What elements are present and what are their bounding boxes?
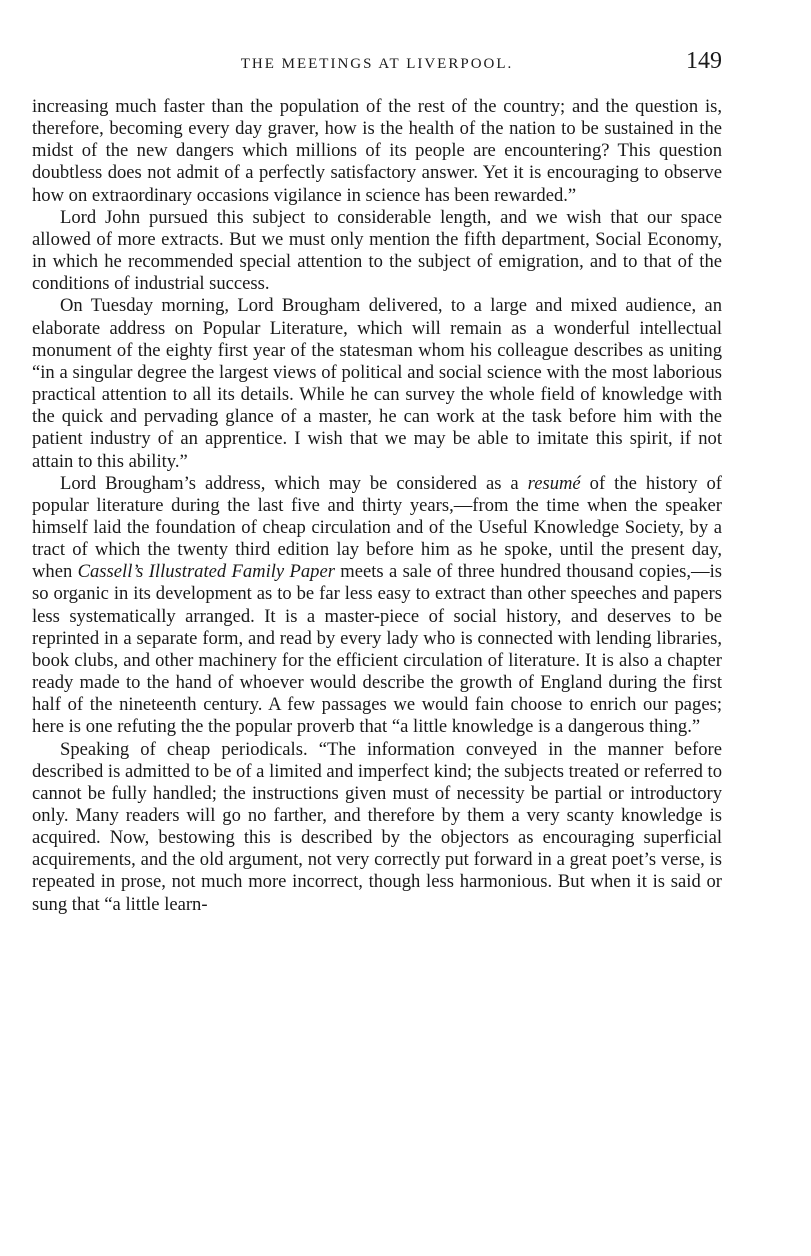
paragraph-5: Speaking of cheap periodicals. “The information conveyed in the manner before described is admitted to be of a limited and imperfect kind; the subjects treated or referred to cannot be fully handled; the instructions given must of necessity be partial or introductory only. Many readers will go no farther, and therefore by them a very scanty knowledge is acquired. Now, bestowing this is described by the objectors as encouraging superficial acquirements, and the old argument, not very correctly put forward in a great poet’s verse, is repeated in prose, not much more incorrect, though less harmonious. But when it is said or sung that “a little learn- <box>32 738 722 915</box>
page-number: 149 <box>686 48 722 74</box>
running-head <box>32 50 722 80</box>
cassell-paper-title: Cassell’s Illustrated Family Paper <box>77 561 335 583</box>
paragraph-2: Lord John pursued this subject to considerable length, and we wish that our space allowed of more extracts. But we must only mention the fifth department, Social Economy, in which he recommended special attention to the subject of emigration, and to that of the conditions of industrial success. <box>32 206 722 295</box>
running-title: THE MEETINGS AT LIVERPOOL. <box>240 56 514 72</box>
paragraph-3: On Tuesday morning, Lord Brougham delivered, to a large and mixed audience, an elaborate address on Popular Literature, which will remain as a wonderful intellectual monument of the eighty first year of the statesman whom his colleague describes as uniting “in a singular degree the largest views of political and social science with the most laborious practical attention to all its details. While he can survey the whole field of knowledge with the quick and pervading glance of a master, he can work at the task before him with the patient industry of an apprentice. I wish that we may be able to imitate this spirit, if not attain to this ability.” <box>32 295 722 472</box>
resume-word: resumé <box>527 472 581 494</box>
paragraph-4 <box>32 473 722 739</box>
article-body <box>32 96 722 916</box>
paragraph-4-part-a: Lord Brougham’s address, which may be considered as a <box>60 472 528 494</box>
paragraph-4-part-b: of the history of popular literature during the last five and thirty years,—from the time when the speaker himself laid the foundation of cheap circulation and of the Useful Knowledge Society, by a tract of which the twenty third edition lay before him as he spoke, until the present day, when <box>32 472 722 583</box>
paragraph-1: increasing much faster than the population of the rest of the country; and the question is, therefore, becoming every day graver, how is the health of the nation to be sustained in the midst of the new dangers which millions of its people are encountering? This question doubtless does not admit of a perfectly satisfactory answer. Yet it is encouraging to observe how on extraordinary occasions vigilance in science has been rewarded.” <box>32 96 722 206</box>
paragraph-4-part-c: meets a sale of three hundred thousand copies,—is so organic in its development as to be far less easy to extract than other speeches and papers less systematically arranged. It is a master-piece of social history, and deserves to be reprinted in a separate form, and read by every lady who is connected with lending libraries, book clubs, and other machinery for the efficient circulation of literature. It is also a chapter ready made to the hand of whoever would describe the growth of England during the first half of the nineteenth century. A few passages we would fain choose to enrich our pages; here is one refuting the the popular proverb that “a little knowledge is a dangerous thing.” <box>32 561 722 738</box>
